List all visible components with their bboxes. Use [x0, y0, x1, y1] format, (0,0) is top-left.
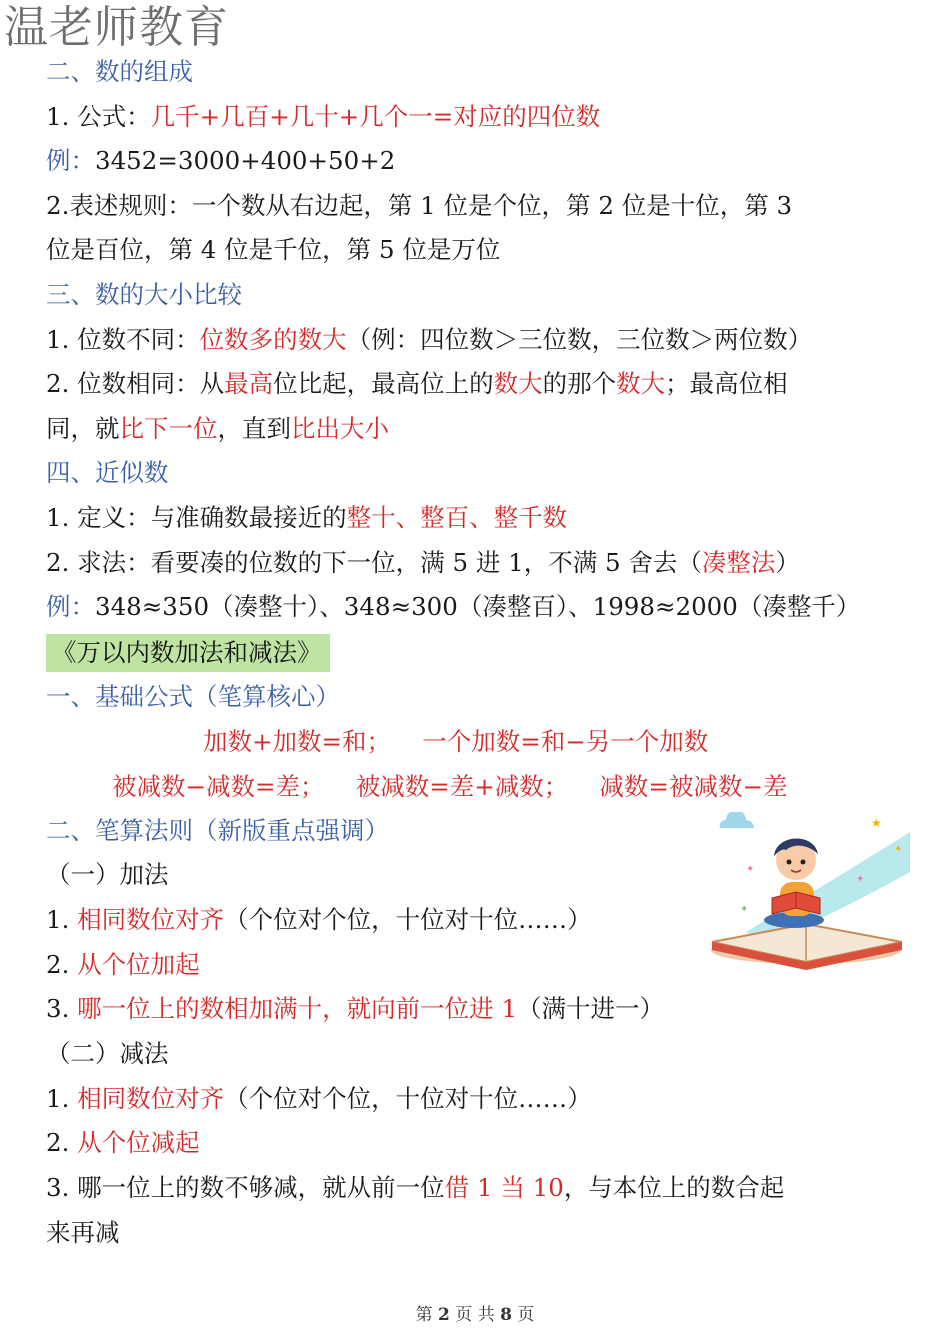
section-title-basic-formulas: 一、基础公式（笔算核心） — [46, 682, 340, 711]
svg-text:✦: ✦ — [894, 844, 903, 855]
cmp3-text: 同，就 — [46, 414, 120, 443]
current-page: 2 — [438, 1305, 450, 1325]
cmp2-text: 的那个 — [542, 369, 617, 398]
cmp3-emphasis: 比出大小 — [291, 414, 389, 443]
composition-example — [46, 143, 395, 179]
cmp3-text: ，直到 — [217, 414, 291, 443]
chapter-title: 《万以内数加法和减法》 — [46, 634, 330, 672]
section-title-approximation: 四、近似数 — [46, 458, 169, 487]
rule-note: （个位对个位，十位对十位……） — [224, 1084, 592, 1113]
cmp1-example: （例：四位数＞三位数，三位数＞两位数） — [346, 325, 813, 354]
rule-emphasis: 相同数位对齐 — [77, 1084, 225, 1113]
formula-prefix: 1. 公式： — [46, 102, 151, 131]
rule-number: 1. — [46, 1084, 78, 1113]
rule-emphasis: 哪一位上的数相加满十，就向前一位进 1 — [77, 994, 518, 1023]
footer-text: 页 — [511, 1305, 535, 1325]
section-title-composition: 二、数的组成 — [46, 57, 193, 86]
cmp2-emphasis: 最高 — [224, 369, 274, 398]
rule-note: （个位对个位，十位对十位……） — [224, 905, 592, 934]
cmp2-text: ；最高位相 — [665, 369, 788, 398]
approximation-example — [46, 589, 860, 625]
cmp3-emphasis: 比下一位 — [119, 414, 218, 443]
subtraction-rule3-line2: 来再减 — [46, 1218, 120, 1247]
formula-row-addition: 加数+加数=和； 一个加数=和−另一个加数 — [203, 727, 709, 756]
cmp2-text: 2. 位数相同：从 — [46, 369, 225, 398]
rule-text: 3. 哪一位上的数不够减，就从前一位 — [46, 1173, 445, 1202]
addition-rule1 — [46, 902, 592, 938]
subtraction-rule1 — [46, 1081, 592, 1117]
svg-text:★: ★ — [871, 816, 882, 830]
example-label: 例： — [46, 146, 95, 175]
addition-rule2 — [46, 947, 200, 983]
formula-text: 几千+几百+几十+几个一=对应的四位数 — [150, 102, 601, 131]
rule-number: 1. — [46, 905, 78, 934]
cmp2-emphasis: 数大 — [616, 369, 666, 398]
comparison-rule2-line2 — [46, 411, 389, 447]
approximation-definition — [46, 500, 567, 536]
rule-emphasis: 相同数位对齐 — [77, 905, 225, 934]
subtraction-title: （二）减法 — [46, 1039, 169, 1068]
comparison-rule2-line1 — [46, 366, 788, 402]
composition-formula — [46, 99, 600, 135]
comparison-rule1 — [46, 322, 812, 358]
section-title-written-rules: 二、笔算法则（新版重点强调） — [46, 816, 389, 845]
example-value: 348≈350（凑整十）、348≈300（凑整百）、1998≈2000（凑整千） — [95, 592, 861, 621]
boy-reading-book-icon — [706, 812, 912, 976]
rule-number: 2. — [46, 1128, 78, 1157]
example-label: 例： — [46, 592, 95, 621]
footer-text: 页 共 — [449, 1305, 501, 1325]
rule-number: 2. — [46, 950, 78, 979]
composition-rule-line1: 2.表述规则：一个数从右边起，第 1 位是个位，第 2 位是十位，第 3 — [46, 191, 793, 220]
svg-text:✦: ✦ — [740, 904, 749, 915]
rule-text: ，与本位上的数合起 — [563, 1173, 785, 1202]
cmp2-text: 位比起，最高位上的 — [273, 369, 494, 398]
rule-emphasis: 借 1 当 10 — [444, 1173, 564, 1202]
page-footer — [0, 1300, 950, 1325]
total-pages: 8 — [500, 1305, 512, 1325]
addition-rule3 — [46, 991, 664, 1027]
cmp1-prefix: 1. 位数不同： — [46, 325, 200, 354]
cmp1-emphasis: 位数多的数大 — [199, 325, 347, 354]
approx-def-emphasis: 整十、整百、整千数 — [346, 503, 568, 532]
approx-method-text: 2. 求法：看要凑的位数的下一位，满 5 进 1，不满 5 舍去（ — [46, 548, 702, 577]
footer-text: 第 — [415, 1305, 439, 1325]
watermark: 温老师教育 — [4, 2, 229, 53]
addition-title: （一）加法 — [46, 860, 169, 889]
rule-emphasis: 从个位加起 — [77, 950, 200, 979]
subtraction-rule3-line1 — [46, 1170, 784, 1206]
approximation-method — [46, 545, 800, 581]
approx-def-text: 1. 定义：与准确数最接近的 — [46, 503, 347, 532]
rule-emphasis: 从个位减起 — [77, 1128, 200, 1157]
svg-text:✦: ✦ — [856, 874, 865, 885]
rule-number: 3. — [46, 994, 78, 1023]
section-title-comparison: 三、数的大小比较 — [46, 280, 242, 309]
example-value: 3452=3000+400+50+2 — [95, 146, 396, 175]
rule-note: （满十进一） — [517, 994, 665, 1023]
subtraction-rule2 — [46, 1125, 200, 1161]
formula-row-subtraction: 被减数−减数=差； 被减数=差+减数； 减数=被减数−差 — [112, 772, 788, 801]
composition-rule-line2: 位是百位，第 4 位是千位，第 5 位是万位 — [46, 235, 501, 264]
cmp2-emphasis: 数大 — [493, 369, 543, 398]
approx-method-emphasis: 凑整法 — [701, 548, 776, 577]
svg-text:✦: ✦ — [746, 864, 755, 875]
approx-method-text: ） — [775, 548, 800, 577]
